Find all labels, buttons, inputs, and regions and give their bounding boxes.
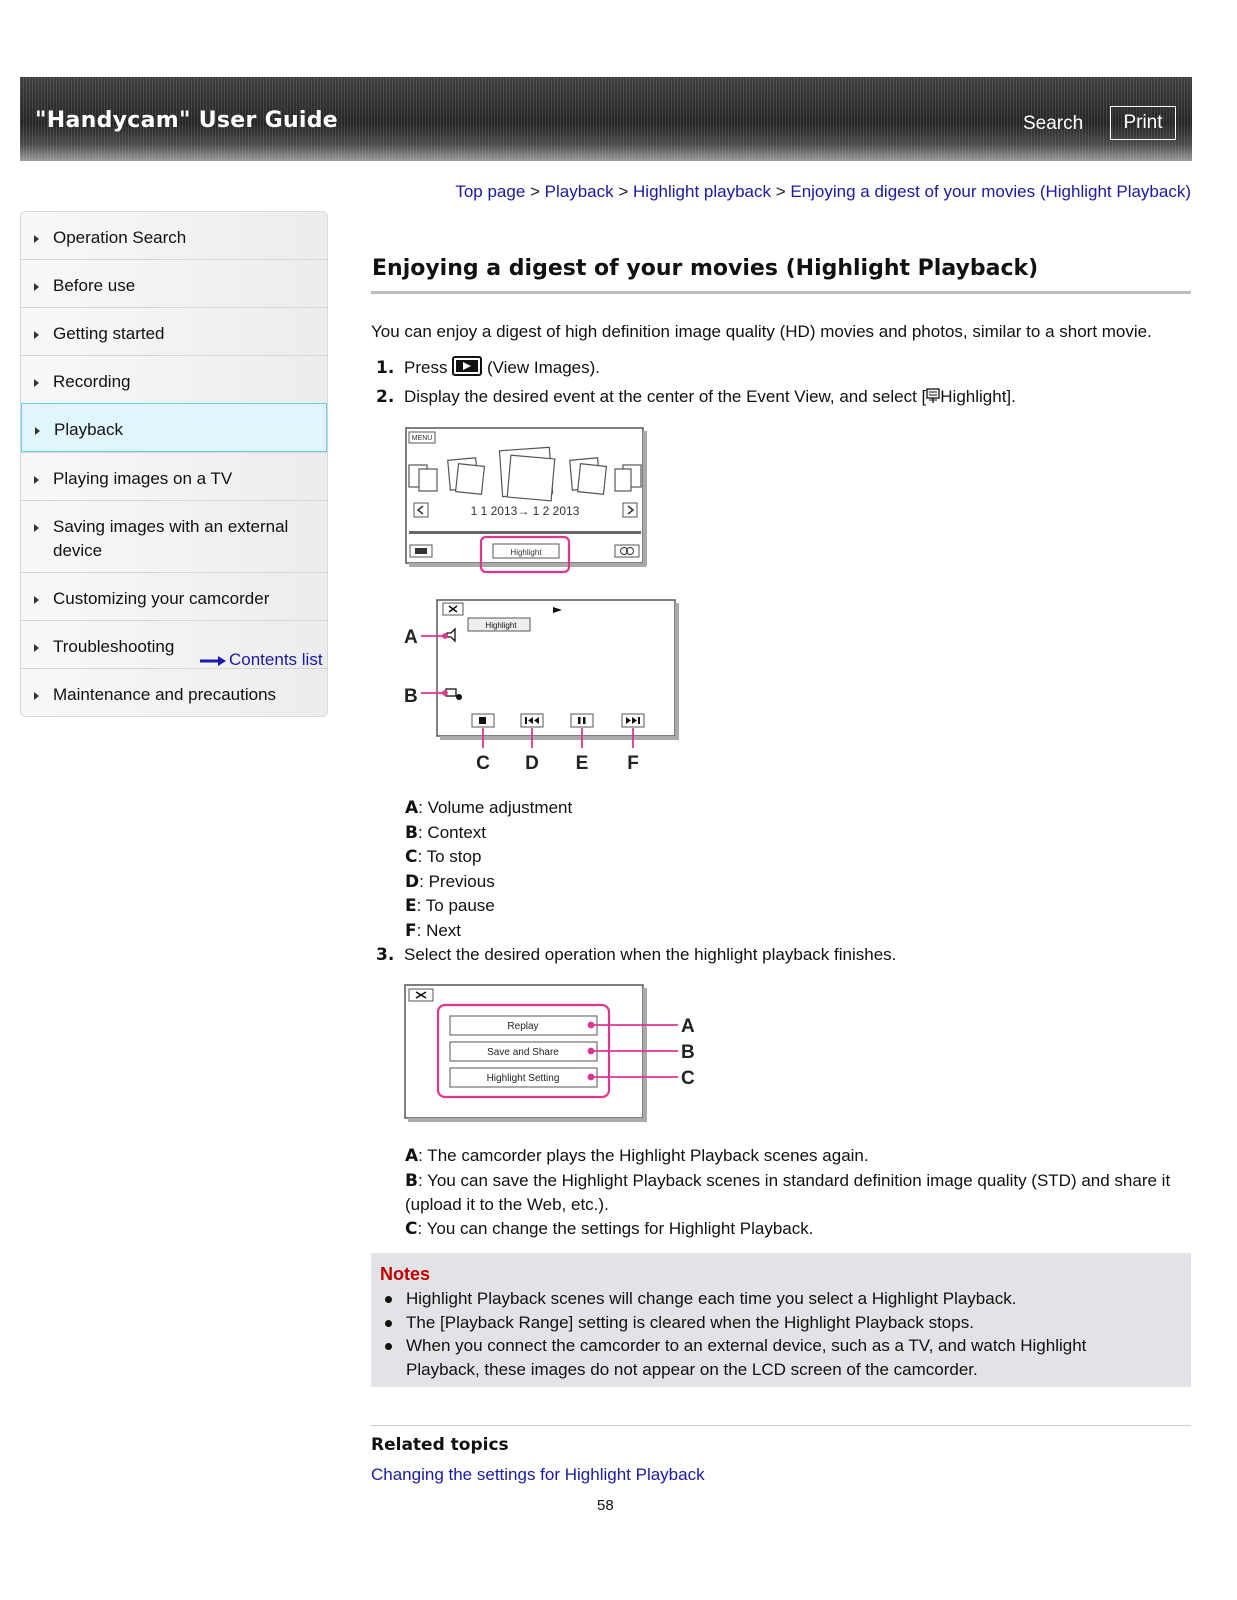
callout-e: E — [575, 753, 589, 774]
sidebar-item-label: Maintenance and precautions — [53, 685, 277, 704]
breadcrumb-top-page[interactable]: Top page — [455, 182, 526, 201]
page-title: Enjoying a digest of your movies (Highlight Playback) — [372, 256, 1039, 281]
print-button[interactable]: Print — [1110, 106, 1176, 140]
step-2 — [376, 386, 1016, 408]
highlight-setting-button-label: Highlight Setting — [486, 1073, 560, 1084]
legend-item: A: The camcorder plays the Highlight Playback scenes again. — [405, 1146, 869, 1166]
breadcrumb-separator: > — [770, 182, 791, 201]
notes-list — [380, 1287, 1160, 1381]
step-text: Select the desired operation when the highlight playback finishes. — [404, 945, 897, 964]
sidebar-item-recording[interactable] — [21, 355, 327, 403]
note-item: The [Playback Range] setting is cleared when the Highlight Playback stops. — [380, 1311, 1160, 1335]
title-divider — [371, 291, 1191, 294]
legend-item: B: You can save the Highlight Playback scenes in standard definition image quality (STD) and share it (upload it to the Web, etc.). — [405, 1170, 1171, 1214]
menu-label: MENU — [411, 435, 433, 442]
contents-list-link[interactable] — [200, 650, 323, 670]
step-text: Display the desired event at the center of the Event View, and select [ — [404, 387, 927, 406]
highlight-playback-figure — [403, 598, 683, 774]
step-text: Press — [404, 358, 448, 377]
step-number: 1. — [376, 358, 395, 378]
breadcrumb-highlight-playback[interactable]: Highlight playback — [633, 182, 771, 201]
sidebar-item-operation-search[interactable] — [21, 212, 327, 259]
sidebar-item-playing-on-tv[interactable] — [21, 452, 327, 500]
contents-list-label: Contents list — [229, 650, 323, 669]
breadcrumb — [371, 182, 1191, 202]
sidebar-item-label: Getting started — [53, 324, 165, 343]
notes-title: Notes — [380, 1264, 431, 1284]
related-topic-link[interactable]: Changing the settings for Highlight Playback — [371, 1465, 705, 1484]
figure3-legend — [405, 1144, 1191, 1241]
step-3 — [376, 944, 896, 966]
step-number: 2. — [376, 387, 395, 407]
sidebar-item-customizing[interactable] — [21, 572, 327, 620]
legend-item: E: To pause — [405, 896, 495, 916]
step-number: 3. — [376, 945, 395, 965]
search-link[interactable]: Search — [1023, 113, 1084, 134]
figure2-legend — [405, 796, 572, 943]
playback-finished-figure — [404, 984, 704, 1126]
sidebar-item-label: Customizing your camcorder — [53, 589, 270, 608]
triangle-right-icon — [34, 235, 39, 243]
date-range-label: 1 1 2013→ 1 2 2013 — [470, 504, 580, 518]
related-topics-heading: Related topics — [371, 1435, 509, 1455]
sidebar-item-saving-images[interactable] — [21, 500, 327, 572]
highlight-icon — [926, 388, 940, 404]
step-text: (View Images). — [486, 358, 600, 377]
save-share-button-label: Save and Share — [487, 1047, 559, 1058]
sidebar-item-label: Before use — [53, 276, 136, 295]
sidebar-item-label: Playback — [54, 420, 123, 439]
legend-item: A: Volume adjustment — [405, 798, 573, 818]
highlight-tag-label: Highlight — [485, 621, 517, 630]
triangle-right-icon — [34, 476, 39, 484]
callout-d: D — [525, 753, 539, 774]
legend-item: F: Next — [405, 920, 462, 941]
callout-f: F — [627, 753, 639, 774]
step-text: Highlight]. — [940, 387, 1016, 406]
notes-box — [371, 1253, 1191, 1387]
callout-a: A — [404, 627, 418, 648]
page-number: 58 — [597, 1497, 614, 1514]
breadcrumb-separator: > — [525, 182, 545, 201]
callout-a: A — [681, 1016, 695, 1037]
sidebar-item-maintenance[interactable] — [21, 668, 327, 716]
highlight-button-label: Highlight — [510, 548, 542, 557]
triangle-right-icon — [34, 692, 39, 700]
sidebar-item-label: Recording — [53, 372, 131, 391]
guide-title: "Handycam" User Guide — [35, 108, 339, 133]
legend-item: C: You can change the settings for Highlight Playback. — [405, 1218, 814, 1239]
sidebar-nav — [20, 211, 328, 717]
event-view-figure — [405, 427, 651, 577]
legend-item: C: To stop — [405, 847, 482, 867]
triangle-right-icon — [34, 331, 39, 339]
sidebar-item-label: Saving images with an external device — [53, 517, 289, 560]
note-item: When you connect the camcorder to an external device, such as a TV, and watch Highlight Playback, these images do not appear on the LCD screen of the camcorder. — [380, 1334, 1160, 1381]
arrow-right-icon — [200, 656, 226, 666]
sidebar-item-playback[interactable] — [21, 403, 327, 452]
note-item: Highlight Playback scenes will change each time you select a Highlight Playback. — [380, 1287, 1160, 1311]
callout-b: B — [404, 686, 418, 707]
triangle-right-icon — [35, 427, 40, 435]
callout-b: B — [681, 1042, 695, 1063]
triangle-right-icon — [34, 379, 39, 387]
view-images-icon — [452, 356, 482, 376]
sidebar-item-label: Troubleshooting — [53, 637, 175, 656]
callout-c: C — [681, 1068, 695, 1089]
sidebar-item-getting-started[interactable] — [21, 307, 327, 355]
triangle-right-icon — [34, 596, 39, 604]
header-bar — [20, 77, 1192, 161]
step-1 — [376, 356, 600, 379]
related-divider — [371, 1425, 1191, 1426]
replay-button-label: Replay — [507, 1021, 539, 1032]
breadcrumb-playback[interactable]: Playback — [544, 182, 614, 201]
sidebar-item-label: Operation Search — [53, 228, 187, 247]
intro-text: You can enjoy a digest of high definition image quality (HD) movies and photos, similar to a short movie. — [371, 322, 1152, 341]
legend-item: D: Previous — [405, 871, 495, 892]
legend-item: B: Context — [405, 822, 487, 843]
breadcrumb-separator: > — [613, 182, 634, 201]
triangle-right-icon — [34, 644, 39, 652]
sidebar-item-label: Playing images on a TV — [53, 469, 233, 488]
triangle-right-icon — [34, 283, 39, 291]
callout-c: C — [476, 753, 490, 774]
triangle-right-icon — [34, 524, 39, 532]
sidebar-item-before-use[interactable] — [21, 259, 327, 307]
breadcrumb-current-page[interactable]: Enjoying a digest of your movies (Highlight Playback) — [790, 182, 1191, 201]
